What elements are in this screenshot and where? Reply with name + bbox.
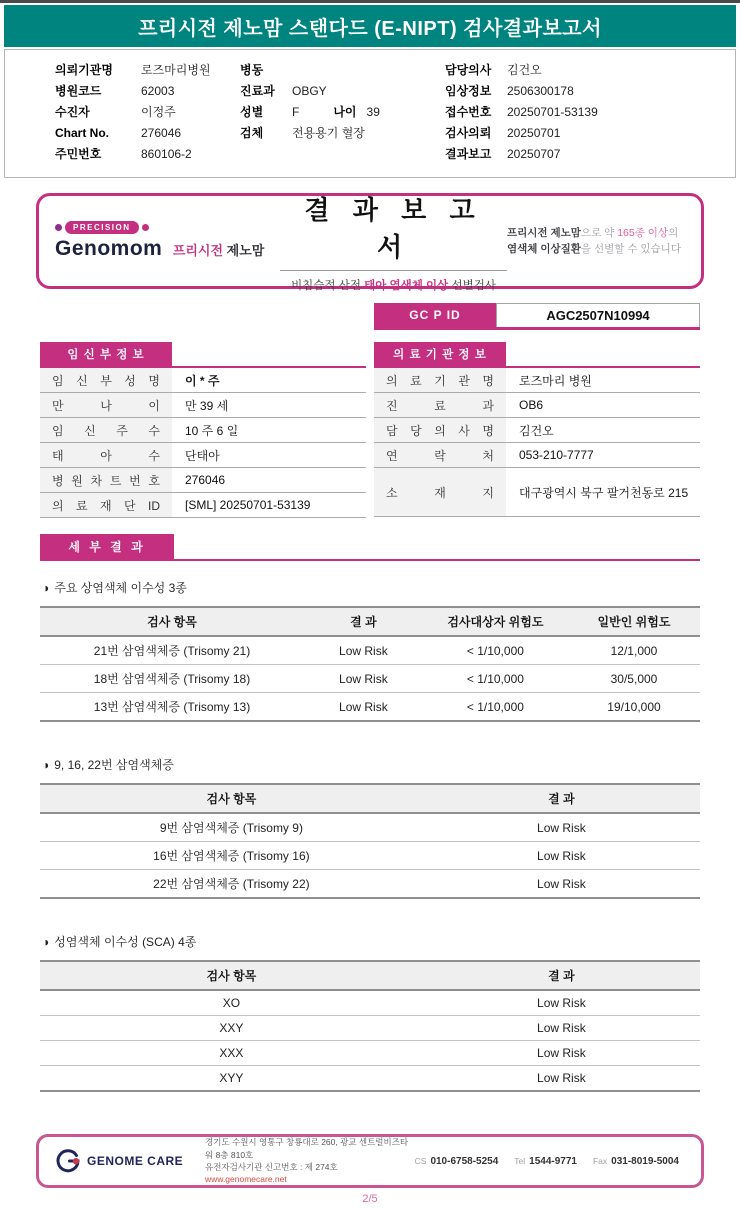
column-header: 일반인 위험도 [568,607,700,636]
field-label: 나이 [333,105,357,119]
test-result: Low Risk [423,813,700,842]
row-label-text: 의 료 기 관 명 [386,373,494,388]
table-row [40,493,366,518]
test-item: XXX [40,1041,423,1066]
table-header-row [40,607,700,636]
subsection-title-text: 주요 상염색체 이수성 3종 [54,581,187,595]
info-tables [40,342,700,518]
row-value: 로즈마리 병원 [519,373,592,388]
tagline-text-2: 의 [668,226,679,239]
footer-cs [415,1156,499,1167]
field-label: 결과보고 [445,147,492,161]
tagline-bold-1: 프리시전 제노맘 [507,226,581,239]
clinic-info-body [374,366,700,517]
table-row [40,1066,700,1092]
row-label [40,493,172,517]
column-header: 결 과 [423,961,700,990]
table-row [40,665,700,693]
patient-header-box [4,49,736,178]
field-value: 로즈마리병원 [141,63,211,77]
brand-header-box [36,193,704,292]
brand-name: Genomom [55,237,163,260]
field-specimen [240,123,445,144]
precision-badge-label: PRECISION [65,221,139,234]
field-value: 2506300178 [507,84,574,98]
test-result: Low Risk [304,636,423,665]
row-label-text: 만 나 이 [52,398,160,413]
table-row [40,443,366,468]
column-header: 검사 항목 [40,607,304,636]
table-row [374,393,700,418]
mother-info-body [40,366,366,518]
row-value: 김건오 [519,423,554,438]
subheading-highlight: 태아 염색체 이상 [364,279,449,292]
test-result: Low Risk [423,1016,700,1041]
field-receipt-no [445,102,735,123]
row-label-text: 의 료 재 단 ID [52,498,160,513]
row-label-text: 임 신 부 성 명 [52,373,160,388]
half-circle-bullet-icon: ◑ [42,758,50,772]
brand-name-korean [173,243,265,258]
field-doctor [445,60,735,81]
population-risk: 19/10,000 [607,699,661,714]
patient-header-col1 [55,60,240,165]
test-result: Low Risk [537,876,586,891]
field-label: 임상정보 [445,84,492,98]
column-header: 검사 항목 [40,961,423,990]
test-item: 16번 삼염색체증 (Trisomy 16) [40,842,423,870]
test-item: 21번 삼염색체증 (Trisomy 21) [40,636,304,665]
half-circle-bullet-icon: ◑ [42,581,50,595]
table-row [40,870,700,899]
cs-number: 010-6758-5254 [430,1155,499,1167]
field-resident-no [55,144,240,165]
table-row [40,1016,700,1041]
rare-trisomy-table [40,783,700,899]
autosomal-trisomy-table [40,606,700,722]
field-value: 이정주 [141,105,176,119]
test-item: 22번 삼염색체증 (Trisomy 22) [153,877,310,891]
field-ward [240,60,445,81]
gc-p-id-label: GC P ID [374,303,496,327]
row-label-text: 진 료 과 [386,398,494,413]
footer-contacts [415,1156,679,1167]
row-value: 10 주 6 일 [185,423,239,438]
subject-risk: < 1/10,000 [466,699,524,714]
report-heading-block [280,190,507,293]
population-risk: 12/1,000 [568,636,700,665]
cs-label: CS [414,1155,427,1166]
row-value: [SML] 20250701-53139 [185,498,311,512]
report-body [0,303,740,1092]
row-label-text: 태 아 수 [52,448,160,463]
table-row [374,443,700,468]
detail-section-header [40,534,700,561]
table-row [40,368,366,393]
field-value: 20250701-53139 [507,105,598,119]
field-report-date [445,144,735,165]
subject-risk: < 1/10,000 [423,665,568,693]
row-label [40,468,172,492]
row-value: 만 39 세 [185,398,229,413]
genomom-logo [55,221,280,261]
report-title-bar: 프리시전 제노맘 스탠다드 (E-NIPT) 검사결과보고서 [4,5,736,47]
field-patient-name [55,102,240,123]
tel-number: 1544-9771 [529,1155,577,1167]
field-value: 김건오 [507,63,542,77]
brand-kr-highlight: 프리시전 [172,243,224,258]
row-label [374,468,506,516]
column-header: 검사 항목 [40,784,423,813]
row-label [374,393,506,417]
row-value: 이 * 주 [185,373,220,388]
field-value: F [292,105,300,119]
field-clinical-info [445,81,735,102]
genomecare-logo [55,1148,205,1174]
report-heading: 결 과 보 고 서 [280,190,507,271]
precision-badge [55,221,280,234]
field-label: 검사의뢰 [445,126,492,140]
table-row [40,813,700,842]
row-label-text: 담 당 의 사 명 [386,423,494,438]
table-row [374,368,700,393]
patient-header-col3 [445,60,735,165]
footer-address-line2: 유전자검사기관 신고번호 : 제 274호 [205,1162,338,1172]
sca-table [40,960,700,1092]
row-label [374,418,506,442]
field-value: 20250701 [507,126,561,140]
tagline-text-3: 을 선별할 수 있습니다 [580,243,681,255]
footer-address-line1: 경기도 수원시 영통구 창룡대로 260, 광교 센트럴비즈타워 8층 810호 [205,1137,409,1160]
field-department [240,81,445,102]
brand-tagline [507,225,685,258]
subsection-title-text: 9, 16, 22번 삼염색체증 [54,758,174,772]
footer [36,1134,704,1188]
clinic-info-title: 의 료 기 관 정 보 [374,342,506,366]
table-row [40,990,700,1016]
table-row [40,1041,700,1066]
detail-section-title: 세 부 결 과 [40,534,174,559]
row-label [374,443,506,467]
row-label-text: 병 원 차 트 번 호 [52,473,160,488]
mother-info-table [40,342,366,518]
test-item: 9번 삼염색체증 (Trisomy 9) [40,813,423,842]
field-label: 수진자 [55,105,90,119]
field-label: 진료과 [240,84,275,98]
field-label: 담당의사 [445,63,492,77]
row-value: 053-210-7777 [519,448,594,462]
row-label-text: 연 락 처 [386,448,494,463]
field-label: 병동 [240,63,264,77]
patient-header-col2 [240,60,445,165]
fax-label: Fax [592,1155,608,1166]
top-divider [0,0,740,3]
field-label: 접수번호 [445,105,492,119]
test-result: Low Risk [423,842,700,870]
field-value: 20250707 [507,147,561,161]
footer-fax [593,1156,679,1167]
footer-address [205,1136,415,1185]
field-label: 주민번호 [55,147,102,161]
subheading-post: 선별검사 [448,279,496,292]
report-subheading [280,277,507,293]
column-header: 검사대상자 위험도 [423,607,568,636]
test-result: Low Risk [339,699,388,714]
row-label-text: 임 신 주 수 [52,423,160,438]
tagline-text-1: 으로 약 [580,226,618,239]
table-row [40,468,366,493]
field-order-date [445,123,735,144]
row-value: OB6 [519,398,544,412]
footer-tel [514,1156,577,1167]
test-result: Low Risk [537,1071,586,1085]
test-result: Low Risk [304,665,423,693]
table-row [40,636,700,665]
table-row [40,693,700,722]
row-value: 단태아 [185,448,220,463]
genomecare-logo-icon [55,1148,81,1174]
field-ordering-hospital [55,60,240,81]
half-circle-bullet-icon: ◑ [42,935,50,949]
field-value: 276046 [141,126,182,140]
subsection-title-autosomal [42,579,700,596]
gc-p-id-value: AGC2507N10994 [496,303,700,327]
subsection-title-rare-trisomy [42,756,700,773]
row-value: 대구광역시 북구 팔거천동로 215 [519,485,689,500]
table-row [374,418,700,443]
table-row [40,842,700,870]
table-row [40,418,366,443]
tel-label: Tel [514,1155,526,1166]
test-result: Low Risk [423,990,700,1016]
field-hospital-code [55,81,240,102]
tagline-highlight: 165종 이상 [617,226,669,239]
row-label [40,418,172,442]
test-item: XYY [219,1071,244,1085]
field-label: 의뢰기관명 [55,63,113,77]
page-number: 2/5 [362,1193,378,1205]
field-sex-age [240,102,445,123]
column-header: 결 과 [304,607,423,636]
test-item: 13번 삼염색체증 (Trisomy 13) [93,700,251,714]
subject-risk: < 1/10,000 [423,636,568,665]
badge-dot-left-icon [55,224,62,231]
test-item: XO [40,990,423,1016]
table-row [40,393,366,418]
tagline-bold-2: 염색체 이상질환 [507,243,581,255]
brand-kr-rest: 제노맘 [223,243,265,258]
subheading-pre: 비침습적 산전 [291,279,365,292]
field-label: 성별 [240,105,264,119]
field-label: 검체 [240,126,264,140]
field-chart-no [55,123,240,144]
row-value: 276046 [185,473,226,487]
field-label: 병원코드 [55,84,102,98]
row-label [40,393,172,417]
genomecare-logo-text: GENOME CARE [87,1154,184,1168]
field-value: OBGY [292,84,327,98]
clinic-info-table [374,342,700,517]
field-value: 860106-2 [141,147,192,161]
row-label [374,368,506,392]
gc-p-id-row [374,303,700,330]
column-header: 결 과 [423,784,700,813]
brand-name-row [55,237,280,261]
row-label [40,368,172,392]
field-value: 전용용기 혈장 [292,126,365,140]
table-header-row [40,961,700,990]
test-item: 18번 삼염색체증 (Trisomy 18) [40,665,304,693]
badge-dot-right-icon [142,224,149,231]
field-label: Chart No. [55,126,109,140]
test-item: XXY [40,1016,423,1041]
field-value: 39 [366,105,380,119]
subsection-title-text: 성염색체 이수성 (SCA) 4종 [54,935,197,949]
row-label-text: 소 재 지 [386,485,494,500]
website-link[interactable]: www.genomecare.net [205,1174,287,1185]
subsection-title-sca [42,933,700,950]
row-label [40,443,172,467]
fax-number: 031-8019-5004 [611,1155,679,1167]
table-header-row [40,784,700,813]
field-value: 62003 [141,84,175,98]
table-row [374,468,700,517]
test-result: Low Risk [423,1041,700,1066]
mother-info-title: 임 신 부 정 보 [40,342,172,366]
population-risk: 30/5,000 [568,665,700,693]
